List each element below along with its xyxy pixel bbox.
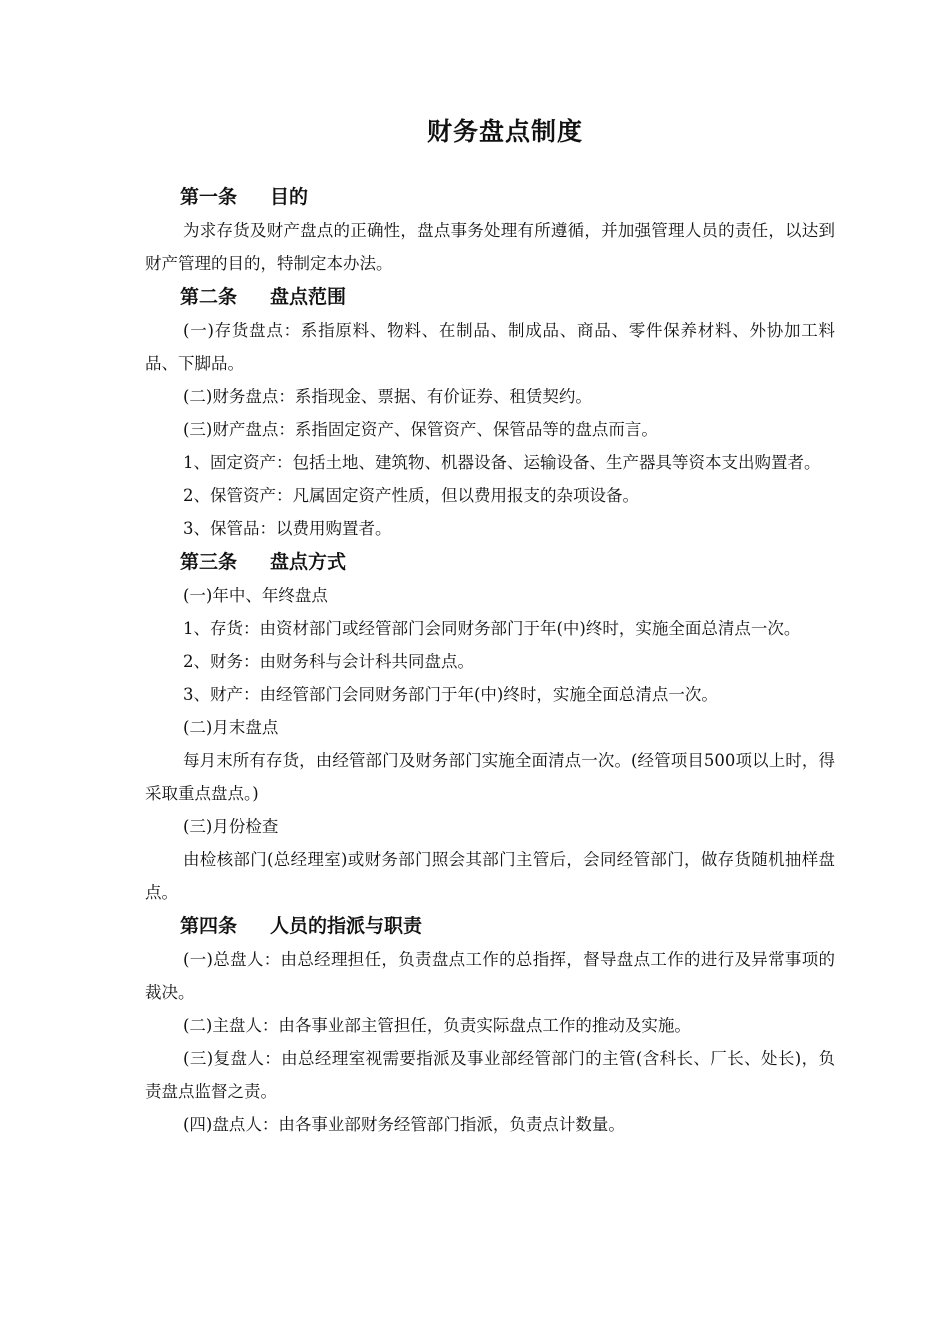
paragraph: 1、固定资产：包括土地、建筑物、机器设备、运输设备、生产器具等资本支出购置者。 xyxy=(183,453,821,472)
paragraph: 1、存货：由资材部门或经管部门会同财务部门于年(中)终时，实施全面总清点一次。 xyxy=(183,619,801,638)
paragraph: 由检核部门(总经理室)或财务部门照会其部门主管后，会同经管部门，做存货随机抽样盘点。 xyxy=(145,850,835,902)
section-heading xyxy=(145,280,835,314)
section-number: 第三条 xyxy=(180,551,238,573)
paragraph: (一)存货盘点：系指原料、物料、在制品、制成品、商品、零件保养材料、外协加工料品、下脚品。 xyxy=(145,321,835,373)
section-heading xyxy=(145,545,835,579)
section-heading xyxy=(145,180,835,214)
section-number: 第二条 xyxy=(180,286,238,308)
paragraph: (三)复盘人：由总经理室视需要指派及事业部经管部门的主管(含科长、厂长、处长)，负责盘点监督之责。 xyxy=(145,1049,835,1101)
page-title: 财务盘点制度 xyxy=(426,117,583,146)
section-title: 目的 xyxy=(270,186,309,208)
paragraph: 2、保管资产：凡属固定资产性质，但以费用报支的杂项设备。 xyxy=(183,486,639,505)
paragraph: (三)财产盘点：系指固定资产、保管资产、保管品等的盘点而言。 xyxy=(183,420,658,439)
paragraph: (一)年中、年终盘点 xyxy=(183,586,328,605)
paragraph: 2、财务：由财务科与会计科共同盘点。 xyxy=(183,652,474,671)
section-title: 盘点方式 xyxy=(270,551,347,573)
document-body xyxy=(145,180,835,1141)
paragraph: (二)财务盘点：系指现金、票据、有价证券、租赁契约。 xyxy=(183,387,592,406)
section-heading xyxy=(145,909,835,943)
paragraph: 3、财产：由经管部门会同财务部门于年(中)终时，实施全面总清点一次。 xyxy=(183,685,718,704)
paragraph: 为求存货及财产盘点的正确性，盘点事务处理有所遵循，并加强管理人员的责任，以达到财产管理的目的，特制定本办法。 xyxy=(145,221,835,273)
section-title: 盘点范围 xyxy=(270,286,347,308)
section-number: 第四条 xyxy=(180,915,238,937)
section-number: 第一条 xyxy=(180,186,238,208)
paragraph: (三)月份检查 xyxy=(183,817,279,836)
paragraph: (二)主盘人：由各事业部主管担任，负责实际盘点工作的推动及实施。 xyxy=(183,1016,691,1035)
paragraph: (二)月末盘点 xyxy=(183,718,279,737)
paragraph: 每月末所有存货，由经管部门及财务部门实施全面清点一次。(经管项目500项以上时，得采取重点盘点。) xyxy=(145,751,835,803)
paragraph: 3、保管品：以费用购置者。 xyxy=(183,519,392,538)
paragraph: (四)盘点人：由各事业部财务经管部门指派，负责点计数量。 xyxy=(183,1115,625,1134)
section-title: 人员的指派与职责 xyxy=(270,915,423,937)
paragraph: (一)总盘人：由总经理担任，负责盘点工作的总指挥，督导盘点工作的进行及异常事项的裁决。 xyxy=(145,950,835,1002)
